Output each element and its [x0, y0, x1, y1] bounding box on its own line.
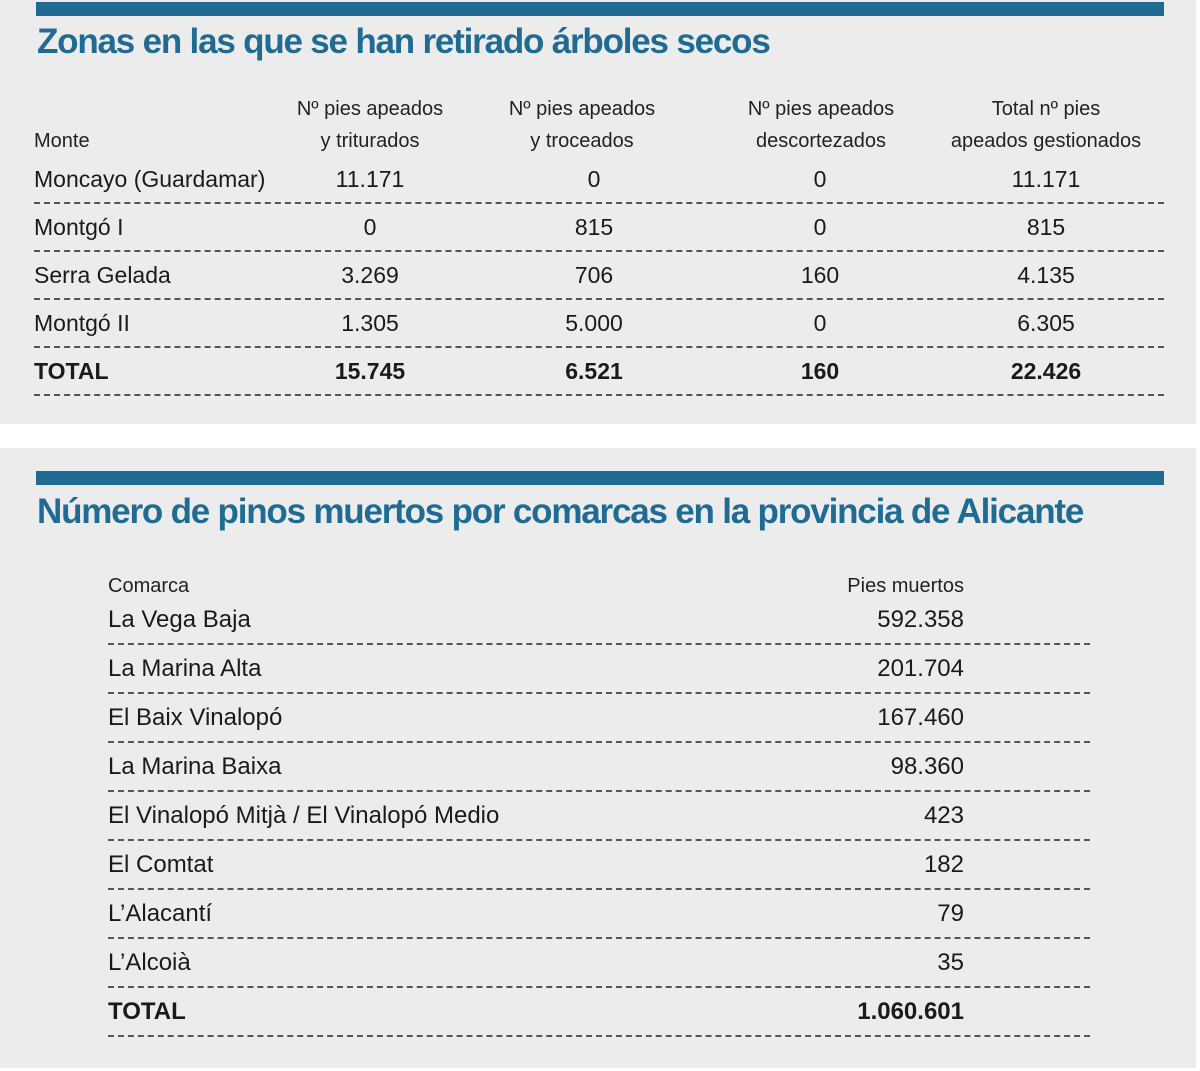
table-row — [34, 252, 1164, 300]
comarca-name: La Vega Baja — [108, 606, 251, 633]
descortezados-value: 0 — [813, 214, 827, 240]
comarca-name: El Comtat — [108, 851, 214, 878]
monte-name: Montgó II — [34, 310, 130, 336]
trees-removed-panel — [0, 0, 1196, 424]
pies-value: 35 — [937, 949, 964, 976]
header-descortezados: Nº pies apeados descortezados — [747, 98, 895, 152]
pies-value: 79 — [937, 900, 964, 927]
section-header-bar — [36, 471, 1164, 485]
comarca-name: El Vinalopó Mitjà / El Vinalopó Medio — [108, 802, 500, 829]
table-row — [34, 300, 1164, 348]
total-value: 815 — [1026, 214, 1066, 240]
table-row — [108, 695, 1090, 743]
monte-name: Montgó I — [34, 214, 124, 240]
header-comarca: Comarca — [108, 575, 190, 597]
pies-value: 167.460 — [877, 704, 964, 731]
triturados-value: 3.269 — [341, 262, 399, 288]
pies-value: 592.358 — [877, 606, 964, 633]
troceados-value: 0 — [587, 166, 601, 192]
pies-value: 182 — [923, 851, 964, 878]
descortezados-value: 0 — [813, 310, 827, 336]
table2-title: Número de pinos muertos por comarcas en la provincia de Alicante — [37, 492, 1084, 531]
total-row — [108, 989, 1090, 1037]
comarca-name: La Marina Alta — [108, 655, 262, 682]
grand-total: 1.060.601 — [857, 998, 964, 1025]
total-value: 11.171 — [1011, 166, 1081, 192]
total-row — [34, 348, 1164, 396]
table-row — [108, 597, 1090, 645]
header-total-gestionados: Total nº pies apeados gestionados — [950, 98, 1142, 152]
table-row — [108, 891, 1090, 939]
table-row — [108, 744, 1090, 792]
section-header-bar — [36, 2, 1164, 16]
table-row — [34, 156, 1164, 204]
table-row — [108, 842, 1090, 890]
table1-title: Zonas en las que se han retirado árboles secos — [37, 22, 770, 61]
triturados-value: 1.305 — [341, 310, 399, 336]
table-row — [108, 646, 1090, 694]
pies-value: 98.360 — [890, 753, 964, 780]
comarca-name: L’Alcoià — [108, 949, 191, 976]
pies-value: 423 — [923, 802, 964, 829]
grand-total: 22.426 — [1010, 358, 1082, 384]
triturados-total: 15.745 — [334, 358, 406, 384]
triturados-value: 11.171 — [335, 166, 405, 192]
troceados-value: 706 — [574, 262, 614, 288]
table-row — [108, 940, 1090, 988]
header-triturados: Nº pies apeados y triturados — [296, 98, 444, 152]
descortezados-value: 160 — [800, 262, 840, 288]
header-pies-muertos: Pies muertos — [847, 575, 964, 597]
total-label: TOTAL — [34, 358, 109, 384]
triturados-value: 0 — [363, 214, 377, 240]
monte-name: Serra Gelada — [34, 262, 171, 288]
table-row — [34, 204, 1164, 252]
table-row — [108, 793, 1090, 841]
comarca-name: La Marina Baixa — [108, 753, 282, 780]
descortezados-value: 0 — [813, 166, 827, 192]
troceados-value: 815 — [574, 214, 614, 240]
header-troceados: Nº pies apeados y troceados — [508, 98, 656, 152]
total-value: 4.135 — [1017, 262, 1075, 288]
header-monte: Monte — [34, 130, 90, 152]
troceados-value: 5.000 — [565, 310, 623, 336]
comarca-name: El Baix Vinalopó — [108, 704, 283, 731]
comarca-name: L’Alacantí — [108, 900, 213, 927]
descortezados-total: 160 — [800, 358, 840, 384]
total-value: 6.305 — [1017, 310, 1075, 336]
pies-value: 201.704 — [877, 655, 964, 682]
troceados-total: 6.521 — [565, 358, 623, 384]
monte-name: Moncayo (Guardamar) — [34, 166, 266, 192]
total-label: TOTAL — [108, 998, 186, 1025]
